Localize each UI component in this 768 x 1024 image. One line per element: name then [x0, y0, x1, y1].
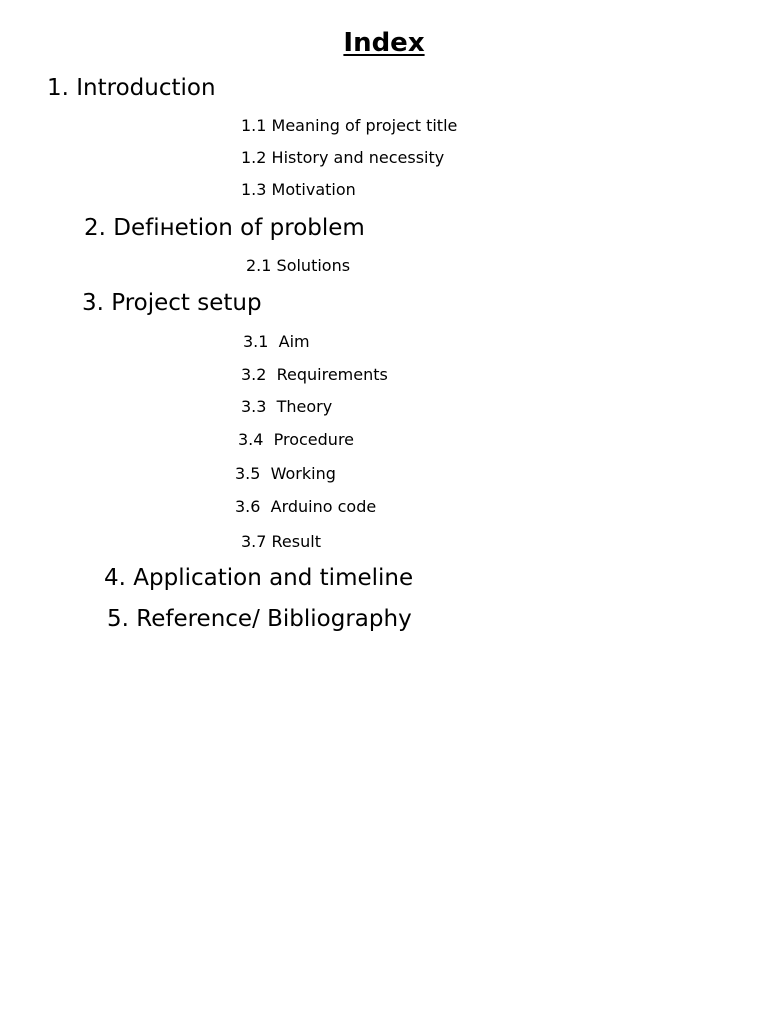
- section-heading-3: 3. Project setup: [82, 290, 262, 316]
- subsection-3-2: 3.2 Requirements: [241, 365, 388, 384]
- subsection-1-3: 1.3 Motivation: [241, 180, 356, 199]
- subsection-3-4: 3.4 Procedure: [238, 430, 355, 449]
- subsection-3-7: 3.7 Result: [241, 532, 321, 551]
- subsection-3-3: 3.3 Theory: [241, 397, 333, 416]
- section-heading-4: 4. Application and timeline: [104, 565, 414, 591]
- subsection-3-1: 3.1 Aim: [243, 332, 310, 351]
- subsection-1-2: 1.2 History and necessity: [241, 148, 445, 167]
- section-heading-1: 1. Introduction: [47, 75, 216, 101]
- page-title: Index: [343, 28, 425, 58]
- subsection-3-5: 3.5 Working: [235, 464, 336, 483]
- subsection-1-1: 1.1 Meaning of project title: [241, 116, 458, 135]
- subsection-3-6: 3.6 Arduino code: [235, 497, 377, 516]
- section-heading-5: 5. Reference/ Bibliography: [107, 606, 412, 632]
- subsection-2-1: 2.1 Solutions: [246, 256, 351, 275]
- section-heading-2: 2. Defінetion of problem: [84, 215, 365, 241]
